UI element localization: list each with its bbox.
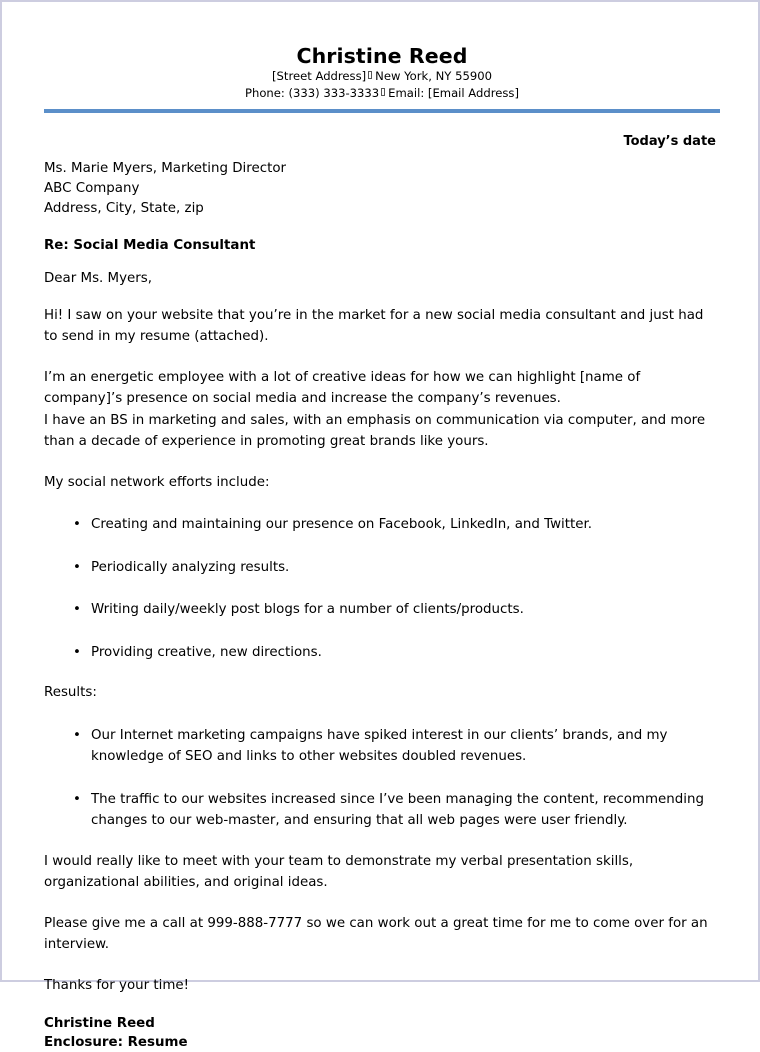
- results-bullet-list: [44, 704, 720, 832]
- body-paragraph-3: I have an BS in marketing and sales, with an emphasis on communication via computer, and more than a decade of experience in promoting great brands like yours.: [44, 412, 706, 450]
- list-item: • Creating and maintaining our presence on Facebook, LinkedIn, and Twitter.: [44, 493, 720, 536]
- date-line: Today’s date: [623, 133, 716, 149]
- header-divider-rule: [44, 109, 720, 113]
- subject-line: Re: Social Media Consultant: [44, 237, 256, 253]
- letterhead-city-state-zip: New York, NY 55900: [375, 69, 492, 84]
- letterhead-street-address: [Street Address]: [272, 69, 367, 84]
- closing-paragraph-1: I would really like to meet with your team to demonstrate my verbal presentation skills, organizational abilities, and original ideas.: [44, 853, 634, 891]
- letterhead-phone: Phone: (333) 333-3333: [244, 85, 380, 100]
- enclosure-note: Enclosure: Resume: [44, 1034, 188, 1050]
- recipient-line-1: Ms. Marie Myers, Marketing Director: [44, 160, 287, 176]
- recipient-line-2: ABC Company: [44, 180, 140, 196]
- separator-glyph-icon: [381, 88, 385, 96]
- body-paragraph-1: Hi! I saw on your website that you’re in the market for a new social media consultant and just had to send in my resume (attached).: [44, 307, 704, 345]
- letterhead: [44, 2, 720, 102]
- letter-content: [44, 2, 720, 1052]
- body-paragraph-2: I’m an energetic employee with a lot of creative ideas for how we can highlight [name of company]’s presence on social media and increase the company’s revenues.: [44, 369, 641, 407]
- list-item: • Providing creative, new directions.: [44, 621, 720, 664]
- signature-block: [44, 996, 720, 1052]
- recipient-address-block: [44, 159, 720, 219]
- efforts-lead-in: My social network efforts include:: [44, 474, 270, 490]
- signature-name: Christine Reed: [44, 1016, 155, 1032]
- letterhead-contact-line: [44, 86, 720, 102]
- closing-paragraph-2: Please give me a call at 999-888-7777 so we can work out a great time for me to come over for an interview.: [44, 915, 708, 953]
- list-item: • The traffic to our websites increased since I’ve been managing the content, recommending changes to our web-master, and ensuring that all web pages were user friendly.: [44, 768, 720, 832]
- list-item: • Writing daily/weekly post blogs for a number of clients/products.: [44, 578, 720, 621]
- list-item: • Periodically analyzing results.: [44, 536, 720, 579]
- thanks-line: Thanks for your time!: [44, 977, 190, 993]
- letterhead-email: Email: [Email Address]: [388, 85, 519, 100]
- salutation: Dear Ms. Myers,: [44, 270, 153, 286]
- efforts-bullet-list: [44, 493, 720, 663]
- list-item: • Our Internet marketing campaigns have spiked interest in our clients’ brands, and my knowledge of SEO and links to other websites doubled revenues.: [44, 704, 720, 768]
- recipient-line-3: Address, City, State, zip: [44, 200, 204, 216]
- letterhead-name: Christine Reed: [296, 44, 468, 68]
- separator-glyph-icon: [368, 71, 372, 79]
- letterhead-address-line: [44, 69, 720, 85]
- results-lead-in: Results:: [44, 685, 97, 701]
